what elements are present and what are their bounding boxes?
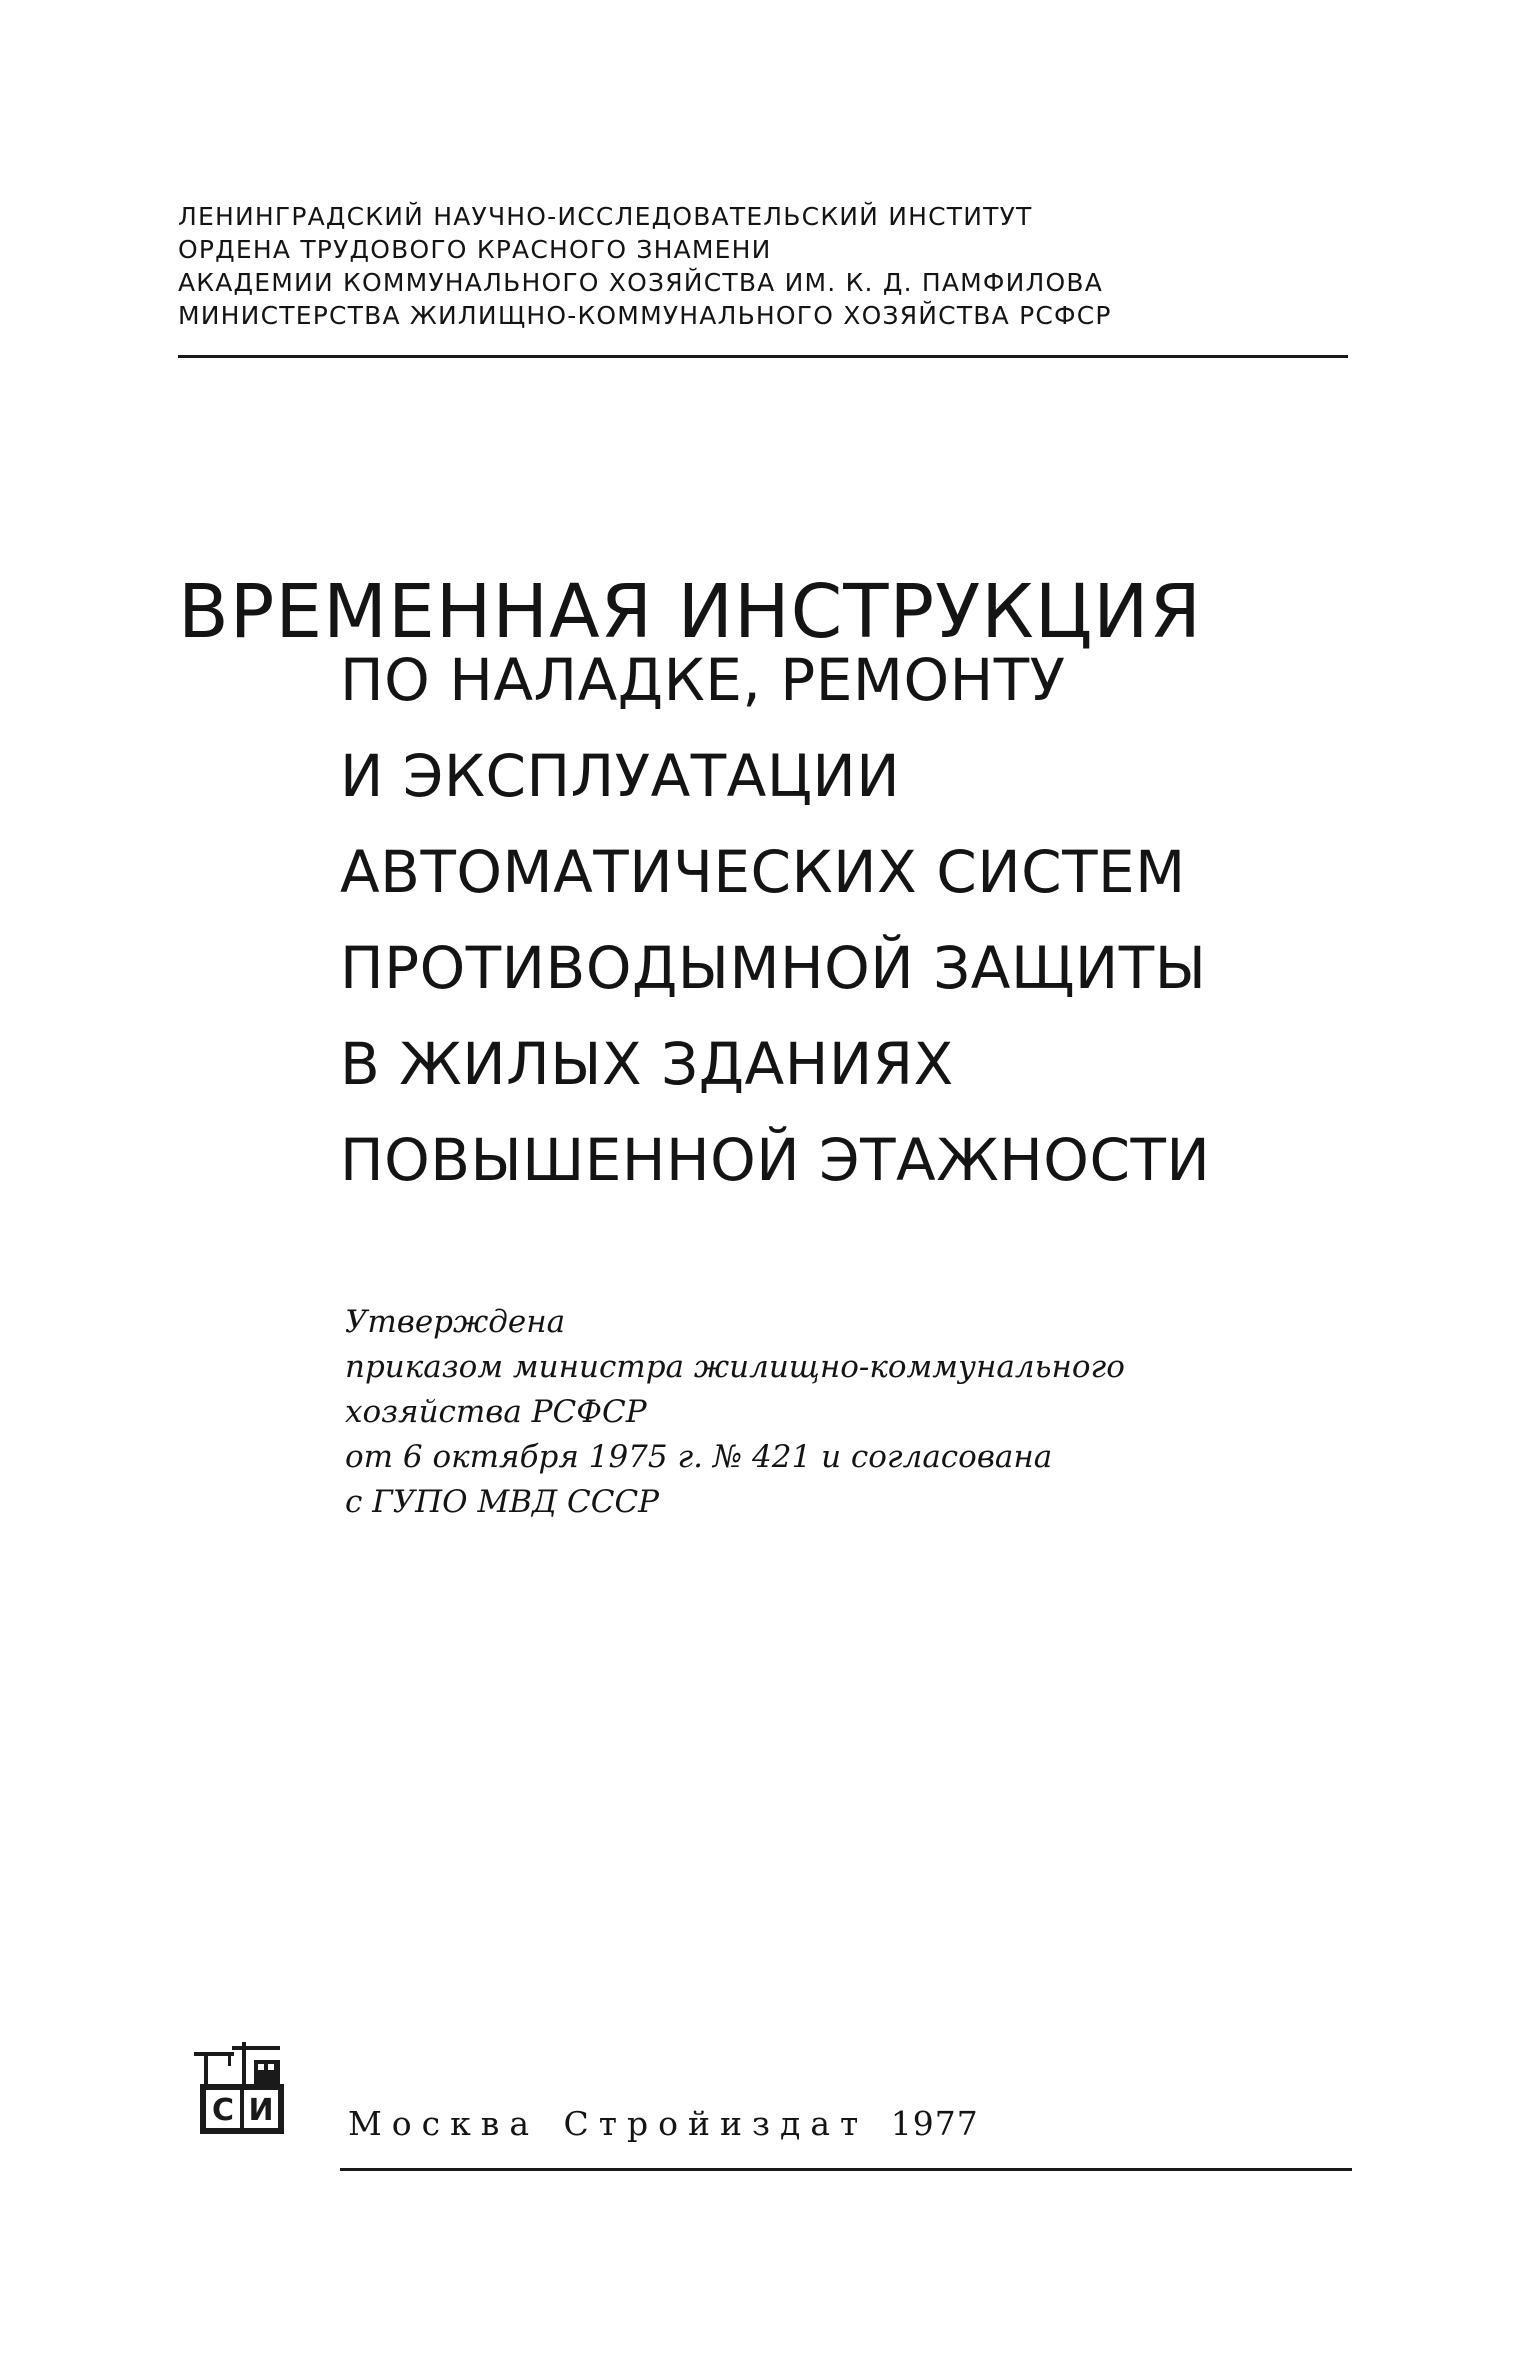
publisher-city: Москва xyxy=(348,2104,540,2143)
publisher-name: Стройиздат xyxy=(563,2104,869,2143)
subtitle-line: АВТОМАТИЧЕСКИХ СИСТЕМ xyxy=(340,838,1186,906)
publisher-imprint xyxy=(348,2104,979,2144)
subtitle-line: И ЭКСПЛУАТАЦИИ xyxy=(340,742,901,810)
approval-line: приказом министра жилищно-коммунального xyxy=(345,1349,1125,1385)
document-title: ВРЕМЕННАЯ ИНСТРУКЦИЯ xyxy=(178,568,1202,655)
publication-year: 1977 xyxy=(890,2104,979,2143)
document-subtitle xyxy=(340,632,1360,1208)
approval-line: хозяйства РСФСР xyxy=(345,1394,647,1430)
header-line: ЛЕНИНГРАДСКИЙ НАУЧНО-ИССЛЕДОВАТЕЛЬСКИЙ ИНСТИТУТ xyxy=(178,202,1033,231)
approval-note xyxy=(345,1300,1245,1525)
subtitle-line: ПО НАЛАДКЕ, РЕМОНТУ xyxy=(340,646,1066,714)
imprint-divider xyxy=(340,2168,1352,2171)
header-divider xyxy=(178,355,1348,358)
header-line: АКАДЕМИИ КОММУНАЛЬНОГО ХОЗЯЙСТВА ИМ. К. Д. ПАМФИЛОВА xyxy=(178,268,1104,297)
stroyizdat-logo-icon xyxy=(192,2040,302,2140)
header-line: ОРДЕНА ТРУДОВОГО КРАСНОГО ЗНАМЕНИ xyxy=(178,235,772,264)
approval-line: с ГУПО МВД СССР xyxy=(345,1484,660,1520)
logo-letter: И xyxy=(248,2093,274,2128)
logo-letter: С xyxy=(211,2093,235,2128)
subtitle-line: ПРОТИВОДЫМНОЙ ЗАЩИТЫ xyxy=(340,934,1207,1002)
header-line: МИНИСТЕРСТВА ЖИЛИЩНО-КОММУНАЛЬНОГО ХОЗЯЙСТВА РСФСР xyxy=(178,301,1112,330)
approval-line: Утверждена xyxy=(345,1304,566,1340)
approval-line: от 6 октября 1975 г. № 421 и согласована xyxy=(345,1439,1053,1475)
institution-header xyxy=(178,200,1348,332)
subtitle-line: В ЖИЛЫХ ЗДАНИЯХ xyxy=(340,1030,954,1098)
subtitle-line: ПОВЫШЕННОЙ ЭТАЖНОСТИ xyxy=(340,1126,1211,1194)
